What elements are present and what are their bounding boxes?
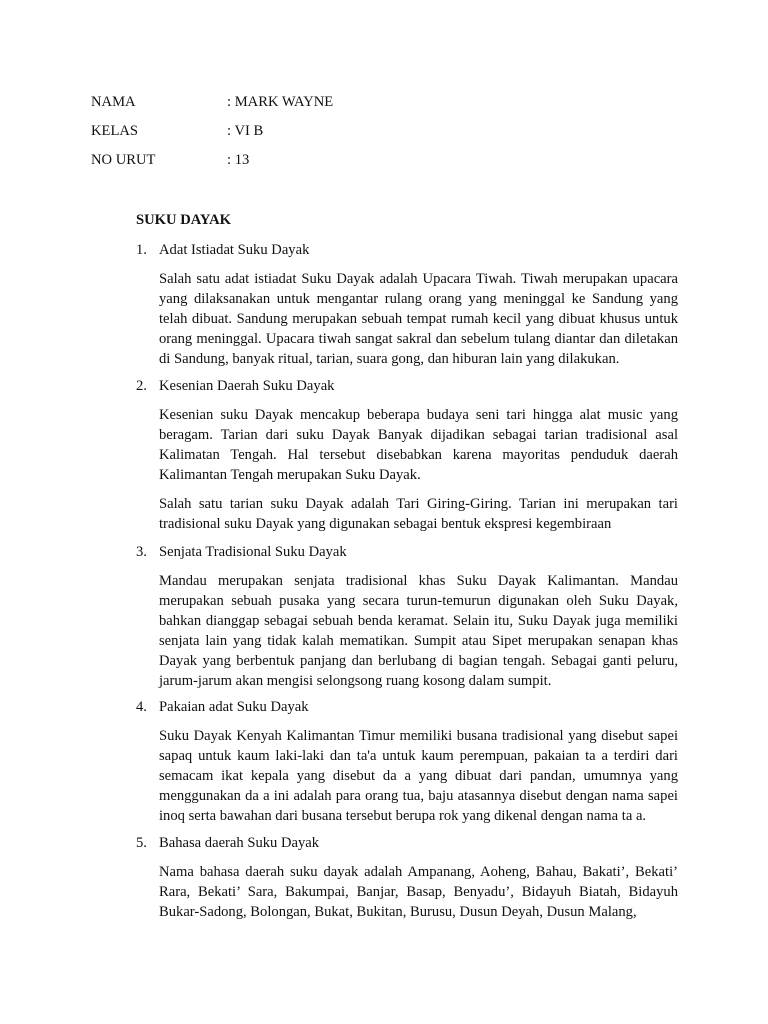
paragraph: Salah satu adat istiadat Suku Dayak adalah Upacara Tiwah. Tiwah merupakan upacara yang dilaksanakan untuk mengantar rulang orang yang meninggal ke Sandung yang telah dibuat. Sandung merupakan sebuah tempat rumah kecil yang dibuat khusus untuk orang meninggal. Upacara tiwah sangat sakral dan sebelum tulang diantar dan diletakan di Sandung, banyak ritual, tarian, suara gong, dan hiburan lain yang dilakukan.	[159, 271, 678, 367]
section-heading	[136, 542, 678, 562]
section-heading	[136, 240, 678, 260]
paragraph: Nama bahasa daerah suku dayak adalah Ampanang, Aoheng, Bahau, Bakati’, Bekati’ Rara, Bekati’ Sara, Bakumpai, Banjar, Basap, Benyadu’, Bidayuh Biatah, Bidayuh Bukar-Sadong, Bolongan, Bukat, Bukitan, Burusu, Dusun Deyah, Dusun Malang,	[159, 864, 678, 920]
info-value: : VI B	[227, 123, 264, 139]
section-senjata	[136, 542, 678, 691]
paragraph: Salah satu tarian suku Dayak adalah Tari Giring-Giring. Tarian ini merupakan tari tradisional suku Dayak yang digunakan sebagai bentuk ekspresi kegembiraan	[159, 496, 678, 532]
info-label: NAMA	[91, 94, 136, 110]
section-number: 5.	[136, 835, 147, 851]
paragraph: Kesenian suku Dayak mencakup beberapa budaya seni tari hingga alat music yang beragam. Tarian dari suku Dayak Banyak dijadikan sebagai tarian tradisional asal Kalimatan Tengah. Hal tersebut disebabkan karena mayoritas penduduk daerah Kalimantan Tengah merupakan Suku Dayak.	[159, 407, 678, 483]
info-label: KELAS	[91, 123, 139, 139]
paragraph: Suku Dayak Kenyah Kalimantan Timur memiliki busana tradisional yang disebut sapei sapaq untuk kaum laki-laki dan ta'a untuk kaum perempuan, pakaian ta a terdiri dari semacam ikat kepala yang disebut da a yang dibuat dari pandan, umumnya yang menggunakan da a ini adalah para orang tua, baju atasannya disebut dengan nama sapei inoq serta bawahan dari busana tersebut berupa rok yang dikenal dengan nama ta a.	[159, 728, 678, 824]
section-heading	[136, 697, 678, 717]
section-pakaian	[136, 697, 678, 826]
info-value: : MARK WAYNE	[227, 94, 334, 110]
paragraph: Mandau merupakan senjata tradisional khas Suku Dayak Kalimantan. Mandau merupakan sebuah pusaka yang secara turun-temurun digunakan oleh Suku Dayak, bahkan dianggap sebagai sebuah benda keramat. Selain itu, Suku Dayak juga memiliki senjata lain yang tidak kalah mematikan. Sumpit atau Sipet merupakan senapan khas Dayak yang berbentuk panjang dan berlubang di bagian tengah. Sebagai ganti peluru, jarum-jarum akan mengisi selongsong ruang kosong dalam sumpit.	[159, 573, 678, 689]
section-title: Pakaian adat Suku Dayak	[159, 699, 309, 715]
info-value: : 13	[227, 152, 250, 168]
section-bahasa	[136, 833, 678, 922]
section-title: Bahasa daerah Suku Dayak	[159, 835, 320, 851]
section-number: 3.	[136, 544, 147, 560]
section-number: 4.	[136, 699, 147, 715]
document-title: SUKU DAYAK	[136, 212, 232, 228]
section-title: Senjata Tradisional Suku Dayak	[159, 544, 347, 560]
info-label: NO URUT	[91, 152, 156, 168]
section-number: 2.	[136, 378, 147, 394]
section-heading	[136, 376, 678, 396]
section-adat-istiadat	[136, 240, 678, 369]
section-kesenian	[136, 376, 678, 534]
section-title: Adat Istiadat Suku Dayak	[159, 242, 310, 258]
section-number: 1.	[136, 242, 147, 258]
section-heading	[136, 833, 678, 853]
section-title: Kesenian Daerah Suku Dayak	[159, 378, 335, 394]
